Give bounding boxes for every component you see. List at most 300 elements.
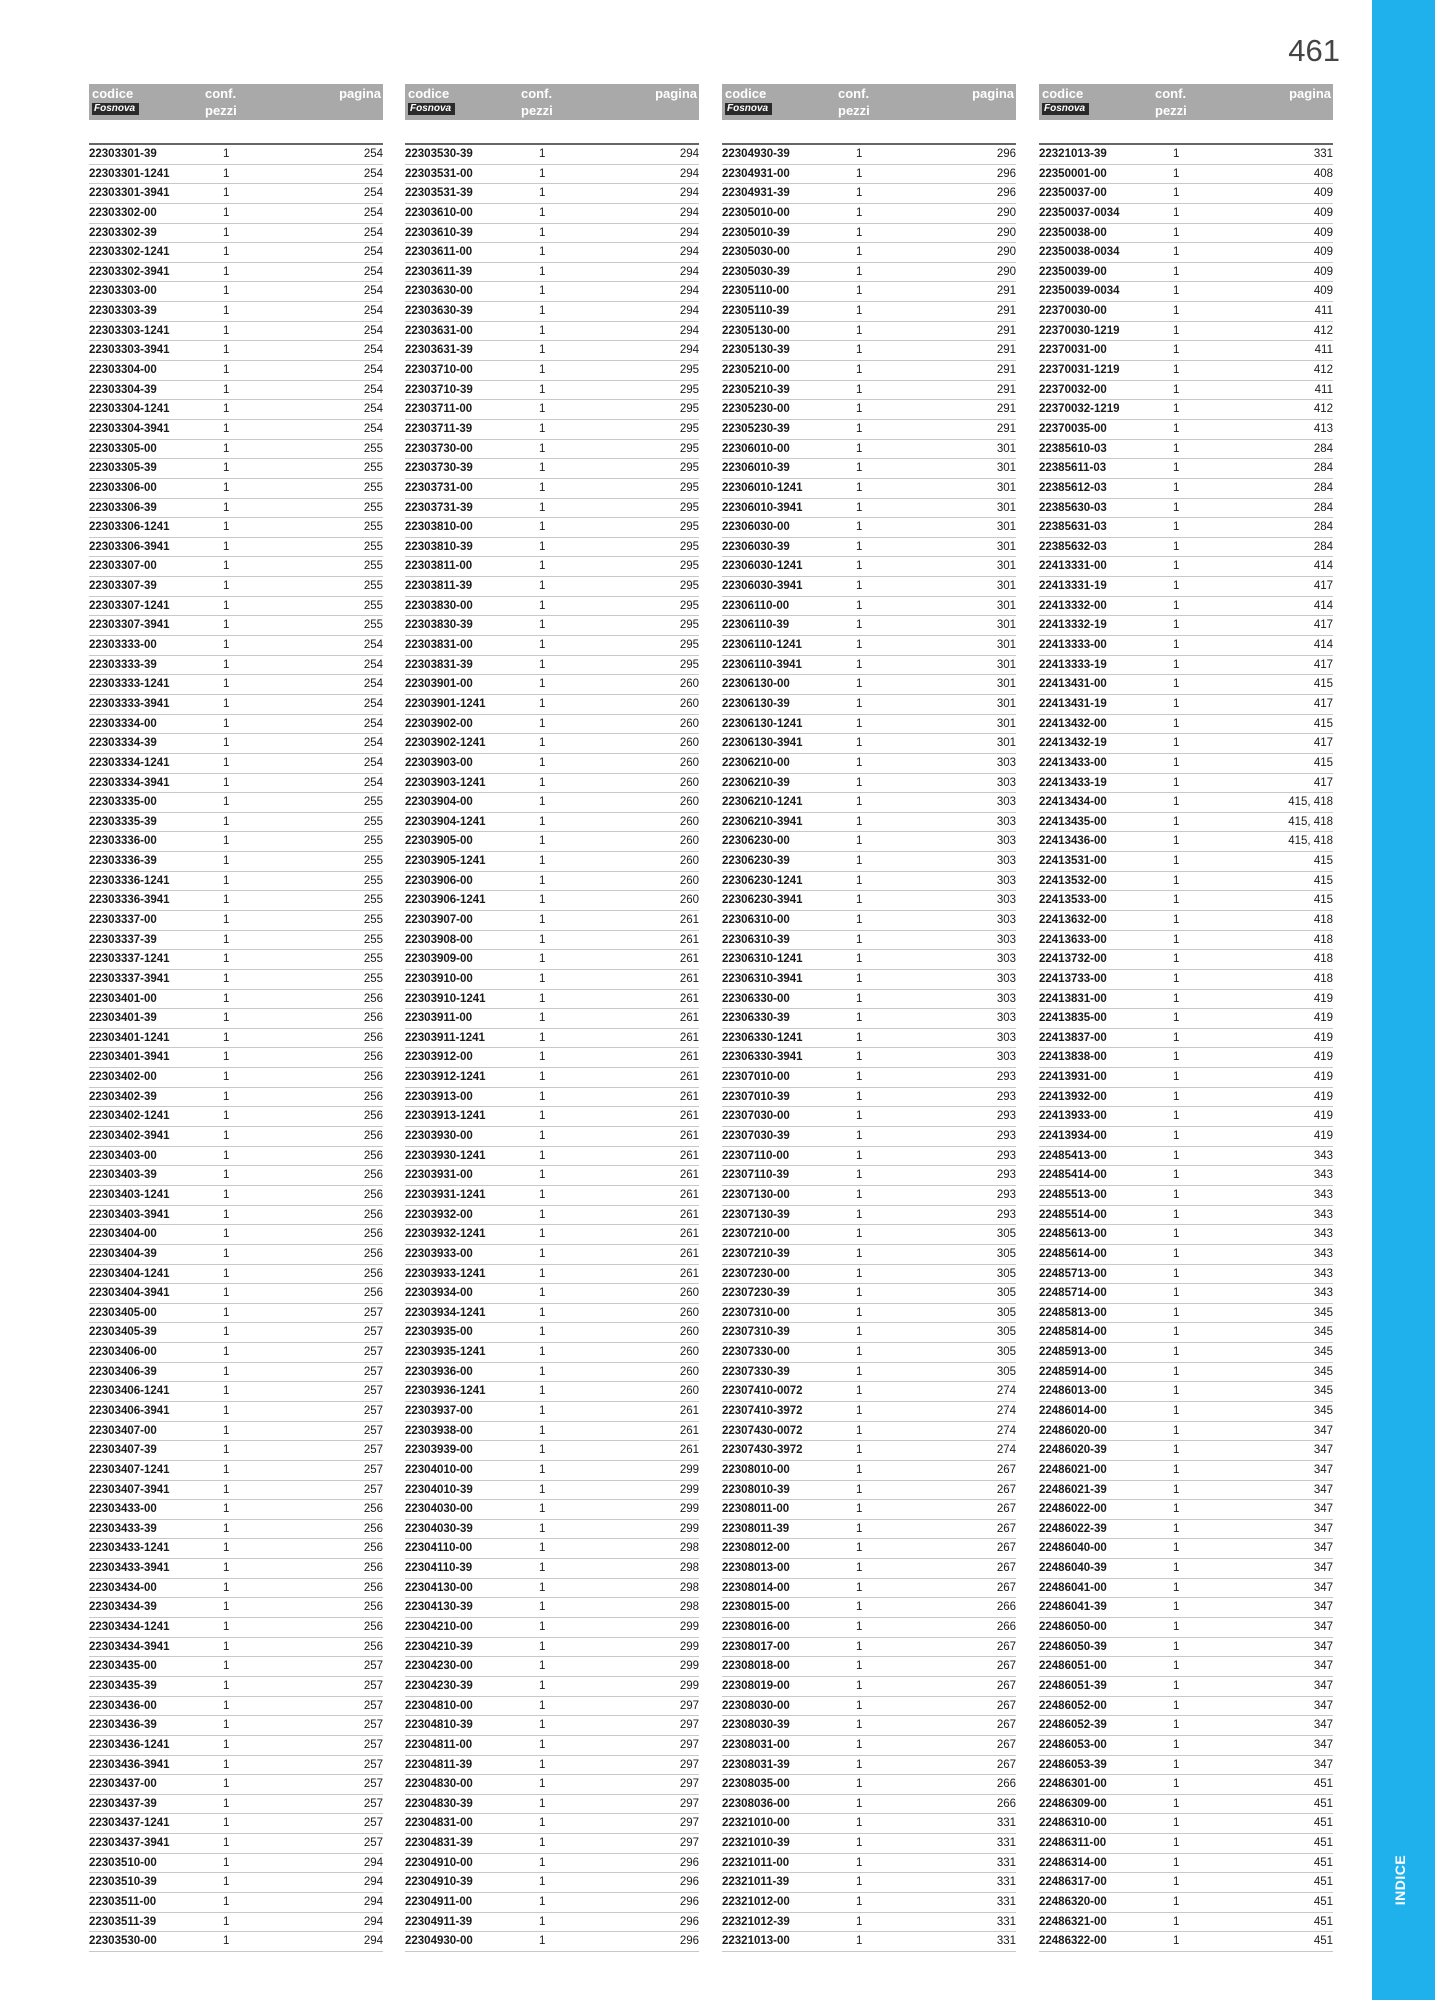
- page-reference: 257: [363, 1699, 383, 1712]
- table-row: [89, 302, 383, 322]
- page-reference: 411: [1314, 305, 1333, 318]
- page-reference: 301: [996, 599, 1016, 612]
- product-code: 22306330-1241: [722, 1031, 803, 1044]
- table-row: [722, 1775, 1016, 1795]
- pack-quantity: 1: [223, 1522, 230, 1535]
- table-row: [722, 715, 1016, 735]
- page-reference: 256: [363, 1149, 383, 1162]
- pack-quantity: 1: [856, 972, 863, 985]
- column-header: [89, 84, 383, 120]
- pack-quantity: 1: [223, 1621, 230, 1634]
- pack-quantity: 1: [856, 619, 863, 632]
- page-reference: 419: [1313, 1012, 1333, 1025]
- table-row: [89, 1795, 383, 1815]
- product-code: 22486310-00: [1039, 1817, 1107, 1830]
- side-index-label: INDICE: [1392, 1854, 1408, 1906]
- table-row: [89, 165, 383, 185]
- product-code: 22321011-00: [722, 1856, 790, 1869]
- pack-quantity: 1: [1173, 933, 1180, 946]
- product-code: 22303334-00: [89, 717, 157, 730]
- product-code: 22304030-00: [405, 1503, 473, 1516]
- product-code: 22305130-39: [722, 344, 790, 357]
- table-row: [405, 675, 699, 695]
- page-reference: 261: [679, 1071, 699, 1084]
- table-row: [405, 479, 699, 499]
- pack-quantity: 1: [539, 1876, 546, 1889]
- product-code: 22303910-00: [405, 972, 473, 985]
- product-code: 22304230-39: [405, 1679, 473, 1692]
- pack-quantity: 1: [539, 855, 546, 868]
- pack-quantity: 1: [539, 1012, 546, 1025]
- table-row: [405, 715, 699, 735]
- product-code: 22303936-1241: [405, 1385, 486, 1398]
- table-row: [89, 1127, 383, 1147]
- pack-quantity: 1: [1173, 344, 1180, 357]
- page-reference: 256: [363, 1071, 383, 1084]
- page-reference: 256: [363, 1247, 383, 1260]
- page-reference: 303: [996, 933, 1016, 946]
- product-code: 22303433-00: [89, 1503, 157, 1516]
- product-code: 22303304-1241: [89, 403, 170, 416]
- pack-quantity: 1: [856, 1188, 863, 1201]
- page-reference: 261: [679, 913, 699, 926]
- product-code: 22307030-00: [722, 1110, 790, 1123]
- product-code: 22413732-00: [1039, 953, 1107, 966]
- page-reference: 345: [1313, 1405, 1333, 1417]
- product-code: 22413332-19: [1039, 619, 1107, 632]
- page-reference: 415: [1313, 855, 1333, 868]
- pack-quantity: 1: [223, 285, 230, 298]
- table-row: [405, 1441, 699, 1461]
- page-reference: 303: [996, 874, 1016, 887]
- page-reference: 294: [363, 1935, 383, 1948]
- page-reference: 254: [363, 737, 383, 750]
- product-code: 22485514-00: [1039, 1208, 1107, 1221]
- page-reference: 305: [996, 1326, 1016, 1339]
- product-code: 22303912-00: [405, 1051, 473, 1064]
- product-code: 22303401-3941: [89, 1051, 170, 1064]
- pack-quantity: 1: [1173, 1149, 1180, 1162]
- product-code: 22306310-39: [722, 933, 790, 946]
- page-reference: 256: [363, 1051, 383, 1064]
- table-row: [722, 224, 1016, 244]
- pack-quantity: 1: [856, 1463, 863, 1476]
- product-code: 22303710-39: [405, 383, 473, 396]
- pack-quantity: 1: [856, 1640, 863, 1653]
- pack-quantity: 1: [856, 953, 863, 966]
- page-reference: 298: [679, 1581, 699, 1594]
- pack-quantity: 1: [1173, 1287, 1180, 1300]
- table-row: [89, 734, 383, 754]
- product-code: 22306230-39: [722, 855, 790, 868]
- pack-quantity: 1: [1173, 1778, 1180, 1791]
- page-reference: 257: [363, 1719, 383, 1732]
- product-code: 22303930-00: [405, 1130, 473, 1143]
- page-reference: 261: [679, 1130, 699, 1143]
- pack-quantity: 1: [223, 1837, 230, 1850]
- table-row: [405, 1873, 699, 1893]
- product-code: 22304910-39: [405, 1876, 473, 1889]
- table-row: [722, 616, 1016, 636]
- table-row: [89, 1382, 383, 1402]
- pack-quantity: 1: [223, 324, 230, 337]
- page-reference: 256: [363, 1090, 383, 1103]
- product-code: 22303610-00: [405, 206, 473, 219]
- pack-quantity: 1: [223, 639, 230, 652]
- product-code: 22303306-1241: [89, 521, 170, 534]
- pack-quantity: 1: [1173, 1542, 1180, 1555]
- brand-logo: Fosnova: [92, 103, 139, 115]
- pack-quantity: 1: [539, 285, 546, 298]
- product-code: 22486020-00: [1039, 1424, 1107, 1437]
- table-row: [722, 1068, 1016, 1088]
- pack-quantity: 1: [223, 1915, 230, 1928]
- page-reference: 291: [996, 285, 1016, 298]
- product-code: 22303906-1241: [405, 894, 486, 907]
- header-codice: codice: [92, 86, 134, 101]
- table-row: [722, 1225, 1016, 1245]
- page-reference: 303: [996, 1012, 1016, 1025]
- page-reference: 290: [996, 246, 1016, 259]
- pack-quantity: 1: [539, 1071, 546, 1084]
- table-row: [722, 832, 1016, 852]
- table-row: [405, 1009, 699, 1029]
- page-reference: 411: [1314, 344, 1333, 357]
- page-reference: 294: [679, 206, 699, 219]
- index-column-2: [405, 84, 699, 1952]
- pack-quantity: 1: [1173, 639, 1180, 652]
- product-code: 22413632-00: [1039, 913, 1107, 926]
- product-code: 22303931-1241: [405, 1188, 486, 1201]
- page-reference: 261: [679, 953, 699, 966]
- page-reference: 301: [996, 697, 1016, 710]
- table-row: [722, 1756, 1016, 1776]
- product-code: 22306010-1241: [722, 481, 803, 494]
- table-row: [722, 165, 1016, 185]
- table-row: [722, 970, 1016, 990]
- page-reference: 274: [996, 1424, 1016, 1437]
- product-code: 22304911-00: [405, 1896, 473, 1909]
- page-reference: 256: [363, 1110, 383, 1123]
- product-code: 22413431-00: [1039, 678, 1107, 691]
- product-code: 22303333-39: [89, 658, 157, 671]
- page-reference: 347: [1313, 1660, 1333, 1673]
- pack-quantity: 1: [856, 1444, 863, 1457]
- page-reference: 296: [996, 167, 1016, 180]
- table-row: [1039, 1363, 1333, 1383]
- table-row: [1039, 1166, 1333, 1186]
- pack-quantity: 1: [223, 422, 230, 435]
- table-row: [1039, 1638, 1333, 1658]
- pack-quantity: 1: [539, 226, 546, 239]
- table-row: [1039, 970, 1333, 990]
- pack-quantity: 1: [856, 737, 863, 750]
- page-reference: 347: [1313, 1719, 1333, 1732]
- page-reference: 261: [679, 972, 699, 985]
- pack-quantity: 1: [539, 697, 546, 710]
- table-row: [722, 872, 1016, 892]
- page-reference: 303: [996, 855, 1016, 868]
- product-code: 22307110-00: [722, 1149, 790, 1162]
- product-code: 22385632-03: [1039, 540, 1107, 553]
- table-row: [1039, 990, 1333, 1010]
- table-row: [405, 734, 699, 754]
- table-row: [722, 1166, 1016, 1186]
- pack-quantity: 1: [1173, 1385, 1180, 1398]
- page-reference: 255: [363, 894, 383, 907]
- pack-quantity: 1: [539, 442, 546, 455]
- pack-quantity: 1: [223, 1012, 230, 1025]
- page-reference: 255: [363, 481, 383, 494]
- pack-quantity: 1: [1173, 1915, 1180, 1928]
- product-code: 22304931-39: [722, 187, 790, 200]
- page-reference: 290: [996, 226, 1016, 239]
- pack-quantity: 1: [856, 324, 863, 337]
- table-row: [89, 479, 383, 499]
- product-code: 22303510-39: [89, 1876, 157, 1889]
- pack-quantity: 1: [539, 1444, 546, 1457]
- page-reference: 415: [1313, 894, 1333, 907]
- page-reference: 255: [363, 619, 383, 632]
- product-code: 22303404-00: [89, 1228, 157, 1241]
- product-code: 22303337-1241: [89, 953, 170, 966]
- pack-quantity: 1: [1173, 206, 1180, 219]
- page-reference: 331: [996, 1935, 1016, 1948]
- pack-quantity: 1: [223, 933, 230, 946]
- product-code: 22306130-1241: [722, 717, 803, 730]
- table-row: [1039, 852, 1333, 872]
- table-row: [89, 341, 383, 361]
- product-code: 22486321-00: [1039, 1915, 1107, 1928]
- table-row: [89, 1284, 383, 1304]
- page-reference: 261: [679, 1424, 699, 1437]
- pack-quantity: 1: [856, 796, 863, 809]
- page-reference: 256: [363, 992, 383, 1005]
- pack-quantity: 1: [856, 1621, 863, 1634]
- table-row: [1039, 479, 1333, 499]
- product-code: 22305210-39: [722, 383, 790, 396]
- pack-quantity: 1: [539, 1346, 546, 1359]
- product-code: 22308019-00: [722, 1679, 790, 1692]
- page-reference: 296: [679, 1856, 699, 1869]
- pack-quantity: 1: [223, 501, 230, 514]
- product-code: 22304830-00: [405, 1778, 473, 1791]
- page-reference: 261: [679, 1012, 699, 1025]
- product-code: 22413934-00: [1039, 1130, 1107, 1143]
- product-code: 22303303-3941: [89, 344, 170, 357]
- pack-quantity: 1: [856, 285, 863, 298]
- product-code: 22303436-00: [89, 1699, 157, 1712]
- pack-quantity: 1: [223, 1601, 230, 1614]
- product-code: 22413531-00: [1039, 855, 1107, 868]
- pack-quantity: 1: [223, 953, 230, 966]
- table-row: [405, 557, 699, 577]
- header-conf: conf.: [521, 86, 553, 101]
- table-row: [722, 557, 1016, 577]
- column-header: [1039, 84, 1333, 120]
- pack-quantity: 1: [856, 501, 863, 514]
- table-row: [1039, 1147, 1333, 1167]
- page-reference: 331: [996, 1817, 1016, 1830]
- page-reference: 417: [1313, 619, 1333, 632]
- page-reference: 347: [1313, 1562, 1333, 1575]
- product-code: 22303302-00: [89, 206, 157, 219]
- table-row: [405, 1284, 699, 1304]
- page-reference: 261: [679, 1090, 699, 1103]
- product-code: 22303406-39: [89, 1365, 157, 1378]
- page-reference: 291: [996, 344, 1016, 357]
- pack-quantity: 1: [856, 1031, 863, 1044]
- pack-quantity: 1: [223, 1797, 230, 1810]
- pack-quantity: 1: [856, 1503, 863, 1516]
- pack-quantity: 1: [856, 1483, 863, 1496]
- pack-quantity: 1: [223, 1542, 230, 1555]
- table-row: [722, 1147, 1016, 1167]
- page-reference: 260: [679, 1365, 699, 1378]
- table-row: [1039, 302, 1333, 322]
- pack-quantity: 1: [1173, 1365, 1180, 1378]
- pack-quantity: 1: [539, 1208, 546, 1221]
- pack-quantity: 1: [223, 1876, 230, 1889]
- page-reference: 347: [1313, 1758, 1333, 1771]
- pack-quantity: 1: [223, 206, 230, 219]
- table-row: [722, 1638, 1016, 1658]
- table-row: [1039, 381, 1333, 401]
- table-row: [89, 675, 383, 695]
- product-code: 22307430-3972: [722, 1444, 803, 1457]
- table-row: [722, 931, 1016, 951]
- table-row: [89, 872, 383, 892]
- pack-quantity: 1: [223, 697, 230, 710]
- table-row: [405, 1304, 699, 1324]
- product-code: 22486050-00: [1039, 1621, 1107, 1634]
- pack-quantity: 1: [1173, 992, 1180, 1005]
- table-row: [1039, 1402, 1333, 1422]
- product-code: 22321013-00: [722, 1935, 790, 1948]
- pack-quantity: 1: [1173, 462, 1180, 475]
- product-code: 22308031-00: [722, 1738, 790, 1751]
- table-row: [1039, 1382, 1333, 1402]
- table-row: [722, 302, 1016, 322]
- table-row: [89, 832, 383, 852]
- table-row: [405, 282, 699, 302]
- pack-quantity: 1: [1173, 717, 1180, 730]
- table-row: [1039, 1048, 1333, 1068]
- product-code: 22303631-00: [405, 324, 473, 337]
- table-row: [722, 695, 1016, 715]
- page-reference: 261: [679, 1031, 699, 1044]
- table-row: [722, 420, 1016, 440]
- page-reference: 343: [1313, 1267, 1333, 1280]
- table-row: [405, 1382, 699, 1402]
- product-code: 22303337-39: [89, 933, 157, 946]
- page-reference: 347: [1313, 1601, 1333, 1614]
- page-reference: 298: [679, 1601, 699, 1614]
- index-column-3: [722, 84, 1016, 1952]
- page-reference: 343: [1313, 1287, 1333, 1300]
- product-code: 22303630-00: [405, 285, 473, 298]
- table-row: [89, 950, 383, 970]
- table-row: [89, 1697, 383, 1717]
- pack-quantity: 1: [539, 1326, 546, 1339]
- page-reference: 293: [996, 1149, 1016, 1162]
- product-code: 22306210-00: [722, 756, 790, 769]
- page-reference: 295: [679, 599, 699, 612]
- product-code: 22303435-39: [89, 1679, 157, 1692]
- header-codice: codice: [408, 86, 450, 101]
- pack-quantity: 1: [1173, 1503, 1180, 1516]
- page-reference: 414: [1313, 560, 1333, 573]
- product-code: 22413838-00: [1039, 1051, 1107, 1064]
- page-reference: 414: [1313, 639, 1333, 652]
- pack-quantity: 1: [1173, 1463, 1180, 1476]
- pack-quantity: 1: [856, 992, 863, 1005]
- product-code: 22307010-39: [722, 1090, 790, 1103]
- product-code: 22306110-00: [722, 599, 790, 612]
- table-row: [89, 990, 383, 1010]
- pack-quantity: 1: [1173, 1483, 1180, 1496]
- page-reference: 293: [996, 1110, 1016, 1123]
- product-code: 22303307-1241: [89, 599, 170, 612]
- pack-quantity: 1: [539, 953, 546, 966]
- page-reference: 284: [1313, 501, 1333, 514]
- product-code: 22303730-00: [405, 442, 473, 455]
- table-row: [1039, 715, 1333, 735]
- pack-quantity: 1: [539, 1483, 546, 1496]
- page-reference: 301: [996, 639, 1016, 652]
- pack-quantity: 1: [856, 658, 863, 671]
- page-reference: 301: [996, 481, 1016, 494]
- pack-quantity: 1: [1173, 1601, 1180, 1614]
- pack-quantity: 1: [223, 1719, 230, 1732]
- pack-quantity: 1: [223, 246, 230, 259]
- pack-quantity: 1: [539, 1365, 546, 1378]
- page-reference: 411: [1314, 383, 1333, 396]
- page-reference: 257: [363, 1405, 383, 1417]
- table-row: [405, 1834, 699, 1854]
- page-reference: 256: [363, 1542, 383, 1555]
- table-row: [89, 1657, 383, 1677]
- product-code: 22308030-00: [722, 1699, 790, 1712]
- product-code: 22370035-00: [1039, 422, 1107, 435]
- table-row: [1039, 1873, 1333, 1893]
- product-code: 22486320-00: [1039, 1896, 1107, 1909]
- table-row: [405, 1166, 699, 1186]
- page-reference: 303: [996, 992, 1016, 1005]
- table-row: [89, 754, 383, 774]
- pack-quantity: 1: [539, 1797, 546, 1810]
- product-code: 22303404-1241: [89, 1267, 170, 1280]
- page-reference: 284: [1313, 462, 1333, 475]
- table-row: [722, 459, 1016, 479]
- page-reference: 261: [679, 1444, 699, 1457]
- table-row: [405, 1147, 699, 1167]
- pack-quantity: 1: [223, 1738, 230, 1751]
- product-code: 22307130-00: [722, 1188, 790, 1201]
- page-reference: 257: [363, 1326, 383, 1339]
- product-code: 22486040-39: [1039, 1562, 1107, 1575]
- page-reference: 294: [363, 1856, 383, 1869]
- page-reference: 305: [996, 1228, 1016, 1241]
- product-code: 22303333-3941: [89, 697, 170, 710]
- product-code: 22307310-39: [722, 1326, 790, 1339]
- page-reference: 267: [996, 1542, 1016, 1555]
- table-row: [722, 1657, 1016, 1677]
- table-row: [1039, 1186, 1333, 1206]
- pack-quantity: 1: [856, 1326, 863, 1339]
- page-reference: 295: [679, 481, 699, 494]
- product-code: 22304210-39: [405, 1640, 473, 1653]
